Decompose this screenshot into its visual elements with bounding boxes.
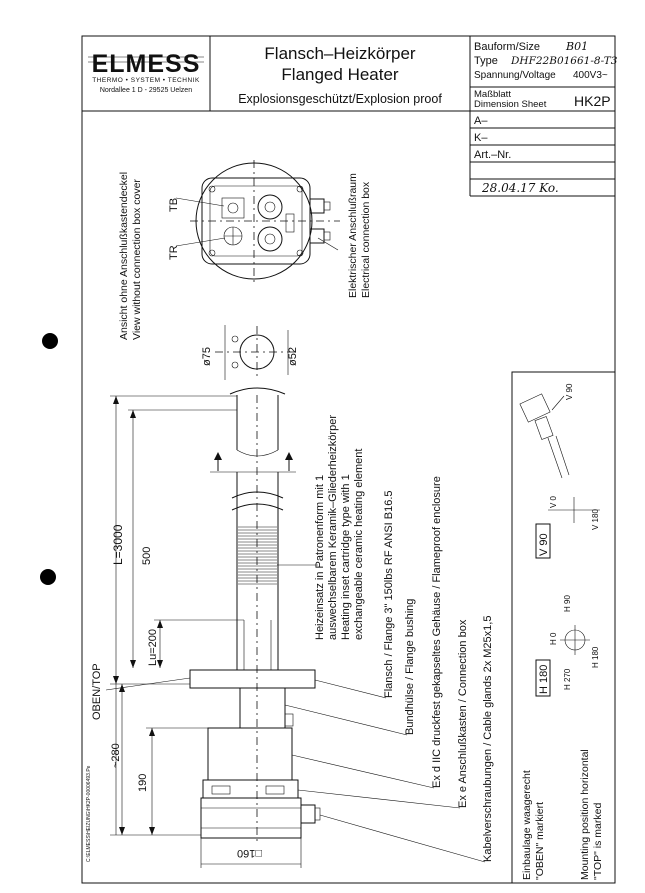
terminal-block xyxy=(258,227,282,251)
dim-190: 190 xyxy=(137,773,149,792)
diameter-52: ø52 xyxy=(287,347,299,366)
heating-element xyxy=(238,527,277,585)
heating-label-3: Heating inset cartridge type with 1 xyxy=(340,474,352,640)
bushing-label: Bundhülse / Flange bushing xyxy=(404,598,416,735)
dimension-sheet-label: Dimension Sheet xyxy=(474,99,547,110)
tube-break xyxy=(230,388,285,394)
v0-label: V 0 xyxy=(549,495,558,508)
h90-label: H 90 xyxy=(563,595,572,612)
enclosure-label: Ex d IIC druckfest gekapseltes Gehäuse / Flameproof enclosure xyxy=(431,476,443,788)
bolt-hole xyxy=(232,336,238,342)
h270-label: H 270 xyxy=(563,668,572,690)
bauform-value: B01 xyxy=(566,40,589,53)
logo-subtitle: THERMO • SYSTEM • TECHNIK xyxy=(92,77,200,84)
flameproof-enclosure xyxy=(208,728,292,780)
tube-break xyxy=(232,492,283,498)
date-signature: 28.04.17 Ko. xyxy=(482,181,559,195)
heating-label-2: auswechselbarem Keramik–Gliederheizkörper xyxy=(327,415,339,640)
flange-label: Flansch / Flange 3" 150lbs RF ANSI B16.5 xyxy=(383,490,395,698)
diameter-75: ø75 xyxy=(201,347,213,366)
part-labels xyxy=(277,415,494,862)
elec-box-label-de: Elektrischer Anschlußraum xyxy=(347,173,359,298)
dim-lu: Lu=200 xyxy=(147,628,159,666)
horizontal-caption-en-1: Mounting position horizontal xyxy=(579,749,591,880)
k-label: K– xyxy=(474,132,488,144)
dim-160: □160 xyxy=(237,847,262,859)
connection-box-label: Ex e Anschlußkasten / Connection box xyxy=(457,619,469,808)
terminal-block xyxy=(258,195,282,219)
flange xyxy=(190,670,315,688)
heating-label-4: exchangeable ceramic heating element xyxy=(353,448,365,640)
mount-sketch-box xyxy=(520,394,550,422)
top-view xyxy=(118,160,372,340)
type-value: DHF22B01661-8-T3 xyxy=(511,55,618,67)
connection-box-side xyxy=(201,798,301,838)
voltage-label: Spannung/Voltage xyxy=(474,70,556,81)
v-position-value: V 90 xyxy=(538,533,550,556)
a-label: A– xyxy=(474,115,488,127)
logo: ELMESS xyxy=(91,50,201,78)
title-block xyxy=(82,36,618,196)
punch-hole xyxy=(40,569,56,585)
bolt-hole xyxy=(232,362,238,368)
flange-detail xyxy=(201,325,299,380)
top-marker: OBEN/TOP xyxy=(91,663,103,720)
art-nr-label: Art.–Nr. xyxy=(474,149,512,161)
top-view-caption-de: Ansicht ohne Anschlußkastendeckel xyxy=(118,171,130,340)
heating-label-1: Heizeinsatz in Patronenform mit 1 xyxy=(314,474,326,640)
voltage-value: 400V3~ xyxy=(573,70,608,81)
sheet-code: HK2P xyxy=(574,93,611,109)
v90-top-label: V 90 xyxy=(565,383,574,400)
top-view-caption-en: View without connection box cover xyxy=(131,179,143,340)
horizontal-caption-de-1: Einbaulage waagerecht xyxy=(521,770,533,880)
terminal-strip xyxy=(286,214,294,232)
horizontal-caption-en-2: "TOP" is marked xyxy=(592,802,604,880)
v180-label: V 180 xyxy=(591,509,600,530)
drawing-frame xyxy=(82,36,615,883)
h180-label: H 180 xyxy=(591,646,600,668)
mounting-position xyxy=(512,372,615,883)
dim-280: ~280 xyxy=(110,743,122,768)
dim-500: 500 xyxy=(141,546,153,565)
subtitle: Explosionsgeschützt/Explosion proof xyxy=(238,92,442,106)
h-position-value: H 180 xyxy=(538,664,550,694)
elec-box-label-en: Electrical connection box xyxy=(360,181,372,298)
file-reference: C:\ELMESS\HEIZUNG\HK2P-00006493.Pe xyxy=(86,765,92,862)
cable-gland-icon xyxy=(310,199,324,213)
punch-hole xyxy=(42,333,58,349)
cable-gland-icon xyxy=(301,805,315,823)
horizontal-caption-de-2: "OBEN" markiert xyxy=(534,801,546,880)
flange-bushing xyxy=(240,688,285,728)
h0-label: H 0 xyxy=(549,632,558,645)
tr-label: TR xyxy=(168,245,180,260)
heater-elevation xyxy=(190,388,320,845)
type-label: Type xyxy=(474,55,498,67)
bauform-label: Bauform/Size xyxy=(474,41,541,53)
dimensions xyxy=(91,396,301,868)
title-de: Flansch–Heizkörper xyxy=(264,44,416,63)
massblatt-label: Maßblatt xyxy=(474,89,511,100)
tb-label: TB xyxy=(168,197,180,212)
company-address: Nordallee 1 D - 29525 Uelzen xyxy=(99,87,193,94)
thermal-breaker xyxy=(222,198,244,218)
cable-glands-label: Kabelverschraubungen / Cable glands 2x M25x1,5 xyxy=(482,615,494,862)
cable-gland-icon xyxy=(310,229,324,243)
dim-length: L=3000 xyxy=(111,524,125,565)
title-en: Flanged Heater xyxy=(281,65,399,84)
